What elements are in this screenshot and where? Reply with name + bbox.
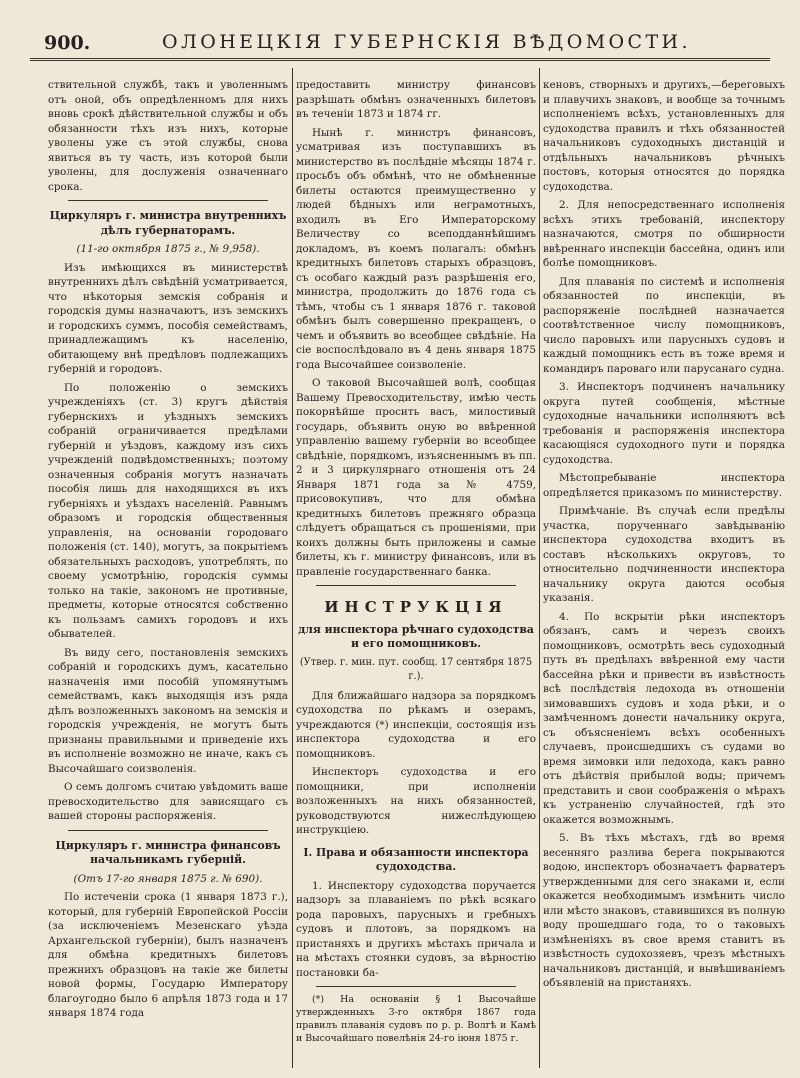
paragraph: Для плаванія по системѣ и исполненія обязанностей по инспекціи, въ распоряженіе послѣдней назначается соотвѣтственное числу помощниковъ, число паровыхъ или парусныхъ судовъ и каждый помощникъ есть въ тоже время и командиръ пароваго или парусанаго судна. (543, 275, 785, 375)
footnote-divider (316, 986, 516, 987)
section-divider (68, 200, 268, 201)
column-divider (539, 68, 540, 1068)
column-divider (292, 68, 293, 1068)
paragraph: Изъ имѣющихся въ министерствѣ внутреннихъ дѣлъ свѣдѣній усматривается, что нѣкоторыя земскія собранія и городскія думы назначаютъ, изъ земскихъ и городскихъ суммъ, пособія семействамъ, принадлежащимъ къ населенію, обитающему внѣ предѣловъ подлежащихъ губерній и городовъ. (48, 261, 288, 375)
paragraph: Для ближайшаго надзора за порядкомъ судоходства по рѣкамъ и озерамъ, учреждаются (*) инспекціи, состоящія изъ инспектора судоходства и его помощниковъ. (296, 689, 536, 760)
paragraph: Мѣстопребываніе инспектора опредѣляется приказомъ по министерству. (543, 472, 785, 499)
section-heading: Циркуляръ г. министра внутреннихъ дѣлъ губернаторамъ. (49, 209, 287, 237)
section-divider (68, 830, 268, 831)
paragraph: кеновъ, створныхъ и другихъ,—береговыхъ и плавучихъ знаковъ, и вообще за точнымъ исполненіемъ всѣхъ, установленныхъ для судоходства правилъ и тѣхъ обязанностей начальниковъ судоходныхъ дистанцій и отдѣльныхъ начальниковъ рѣчныхъ постовъ, которыя относятся до порядка судоходства. (543, 79, 785, 193)
instruction-title: ИНСТРУКЦІЯ (324, 598, 508, 616)
footnote: (*) На основаніи § 1 Высочайше утвержденныхъ 3-го октября 1867 года правилъ плаванія судовъ по р. р. Волгѣ и Камѣ и Высочайшаго повелѣнія 24-го іюня 1875 г. (296, 994, 536, 1044)
section-divider (316, 585, 516, 586)
paragraph: О таковой Высочайшей волѣ, сообщая Вашему Превосходительству, имѣю честь покорнѣйше просить васъ, милостивый государь, объявить оную во ввѣренной управленію вашему губерніи во всеобщее свѣдѣніе, порядкомъ, изъясненнымъ въ пп. 2 и 3 циркулярнаго отношенія отъ 24 Января 1871 года за № 4759, присовокупивъ, что для обмѣна кредитныхъ билетовъ прежняго образца слѣдуетъ обращаться съ прошеніями, при коихъ должны быть приложены и самые билеты, къ г. министру финансовъ, или въ правленіе государственнаго банка. (296, 377, 536, 578)
instruction-subtitle: для инспектора рѣчнаго судоходства и его помощниковъ. (298, 622, 534, 650)
page-number: 900. (44, 32, 91, 54)
column-right (543, 78, 785, 1063)
paragraph: По истеченіи срока (1 января 1873 г.), который, для губерній Европейской Россіи (за исключеніемъ Мезенскаго уѣзда Архангельской губерніи), былъ назначенъ для обмѣна кредитныхъ билетовъ прежнихъ образцовъ на такіе же билеты новой формы, Государю Императору благоугодно было 6 апрѣля 1873 года и 17 января 1874 года (48, 891, 288, 1019)
paragraph: Нынѣ г. министръ финансовъ, усматривая изъ поступавшихъ въ министерство въ послѣдніе мѣсяцы 1874 г. просьбъ объ обмѣнѣ, что не обмѣненные билеты остаются преимущественно у людей бѣдныхъ или неграмотныхъ, входилъ въ Его Императорскому Величеству со всеподданнѣйшимъ докладомъ, въ коемъ полагалъ: обмѣнъ кредитныхъ билетовъ старыхъ образцовъ, съ особаго каждый разъ разрѣшенія его, министра, продолжить до 1876 года съ тѣмъ, чтобы съ 1 января 1876 г. таковой обмѣнъ былъ совершенно прекращенъ, о чемъ и объявить во всеобщее свѣдѣніе. На сіе воспослѣдовало въ 4 день января 1875 года Высочайшее соизволеніе. (296, 126, 536, 371)
paragraph-note: Примѣчаніе. Въ случаѣ если предѣлы участка, порученнаго завѣдыванію инспектора судоходства входитъ въ составъ нѣсколькихъ округовъ, то относительно подчиненности инспектора начальнику округа даются особыя указанія. (543, 505, 785, 604)
approval-note: (Утвер. г. мин. пут. сообщ. 17 сентября 1875 г.). (299, 656, 533, 682)
paragraph: 4. По вскрытіи рѣки инспекторъ обязанъ, самъ и черезъ своихъ помощниковъ, осмотрѣть весь судоходный путь въ предѣлахъ ввѣренной ему части бассейна рѣки и привести въ извѣстность всѣ послѣдствія ледохода въ отношеніи зимовавшихъ судовъ и хода рѣки, и о замѣченномъ донести начальнику округа, съ объясненіемъ всѣхъ особенныхъ случаевъ, происшедшихъ съ судами во время зимовки или ледохода, какъ равно отъ дѣйствія прибылой воды; причемъ представить и свои соображенія о мѣрахъ къ устраненію случайностей, гдѣ это окажется возможнымъ. (543, 610, 785, 826)
section-date: (Отъ 17-го января 1875 г. № 690). (73, 872, 263, 885)
paragraph: По положенію о земскихъ учрежденіяхъ (ст. 3) кругъ дѣйствія губернскихъ и уѣздныхъ земскихъ собраній ограничивается предѣлами губерній и уѣздовъ, каждому изъ сихъ учрежденій подвѣдомственныхъ; поэтому означенныя собранія могутъ назначать пособія лишь для находящихся въ ихъ губерніяхъ и уѣздахъ населеній. Равнымъ образомъ и городскія общественныя управленія, на основаніи городоваго положенія (ст. 140), могутъ, за покрытіемъ обязательныхъ расходовъ, употреблять, по своему усмотрѣнію, городскія суммы только на такіе, закономъ не противные, предметы, которые относятся собственно къ пользамъ самихъ городовъ и ихъ обывателей. (48, 381, 288, 640)
paragraph: О семъ долгомъ считаю увѣдомить ваше превосходительство для зависящаго съ вашей стороны распоряженія. (48, 781, 288, 822)
paragraph: ствительной службѣ, такъ и уволеннымъ отъ оной, объ опредѣленномъ для нихъ вновь срокѣ дѣйствительной службы и объ обязанности тѣхъ изъ нихъ, которые уволены уже съ этой службы, снова явиться въ ту часть, изъ которой были уволены, для дослуженія означеннаго срока. (48, 79, 288, 193)
section-date: (11-го октября 1875 г., № 9,958). (76, 243, 260, 255)
page-header (30, 26, 770, 61)
paragraph: предоставить министру финансовъ разрѣшать обмѣнъ означенныхъ билетовъ въ теченіи 1873 и 1874 гг. (296, 79, 536, 120)
paragraph: 3. Инспекторъ подчиненъ начальнику округа путей сообщенія, мѣстные судоходные начальники исполняютъ всѣ требованія и распоряженія инспектора касающіяся судоходного пути и порядка судоходства. (543, 381, 785, 466)
paragraph: Инспекторъ судоходства и его помощники, при исполненіи возложенныхъ на нихъ обязанностей, руководствуются нижеслѣдующею инструкціею. (296, 766, 536, 836)
column-left (48, 78, 288, 1063)
newspaper-title: ОЛОНЕЦКІЯ ГУБЕРНСКІЯ ВѢДОМОСТИ. (162, 31, 691, 53)
section-heading: I. Права и обязанности инспектора судоходства. (303, 845, 529, 873)
column-middle (296, 78, 536, 1063)
paragraph: 5. Въ тѣхъ мѣстахъ, гдѣ во время весенняго разлива берега покрываются водою, инспекторъ обозначаетъ фарватеръ утвержденными для сего знаками и, если окажется необходимымъ измѣнить число или мѣсто знаковъ, ставившихся въ полную воду прошедшаго года, то о таковыхъ измѣненіяхъ въ свое время ставитъ въ извѣстность судохозяевъ, чрезъ мѣстныхъ начальниковъ дистанцій, и вывѣшиваніемъ объявленій на пристаняхъ. (543, 832, 785, 989)
paragraph: 2. Для непосредственнаго исполненія всѣхъ этихъ требованій, инспектору назначаются, смотря по обширности ввѣреннаго инспекціи бассейна, одинъ или болѣе помощниковъ. (543, 199, 785, 269)
paragraph: Въ виду сего, постановленія земскихъ собраній и городскихъ думъ, касательно назначенія ими пособій упомянутымъ семействамъ, какъ выходящія изъ ряда дѣлъ возложенныхъ закономъ на земскія и городскія учрежденія, не могутъ быть признаны правильными и приведеніе ихъ въ исполненіе возможно не иначе, какъ съ Высочайшаго соизволенія. (48, 646, 288, 775)
paragraph: 1. Инспектору судоходства поручается надзоръ за плаваніемъ по рѣкѣ всякаго рода паровыхъ, парусныхъ и гребныхъ судовъ и плотовъ, за порядкомъ на пристаняхъ и другихъ мѣстахъ причала и на мѣстахъ стоянки судовъ, за вѣрностію постановки ба- (296, 879, 536, 979)
section-heading: Циркуляръ г. министра финансовъ начальникамъ губерній. (55, 838, 281, 866)
